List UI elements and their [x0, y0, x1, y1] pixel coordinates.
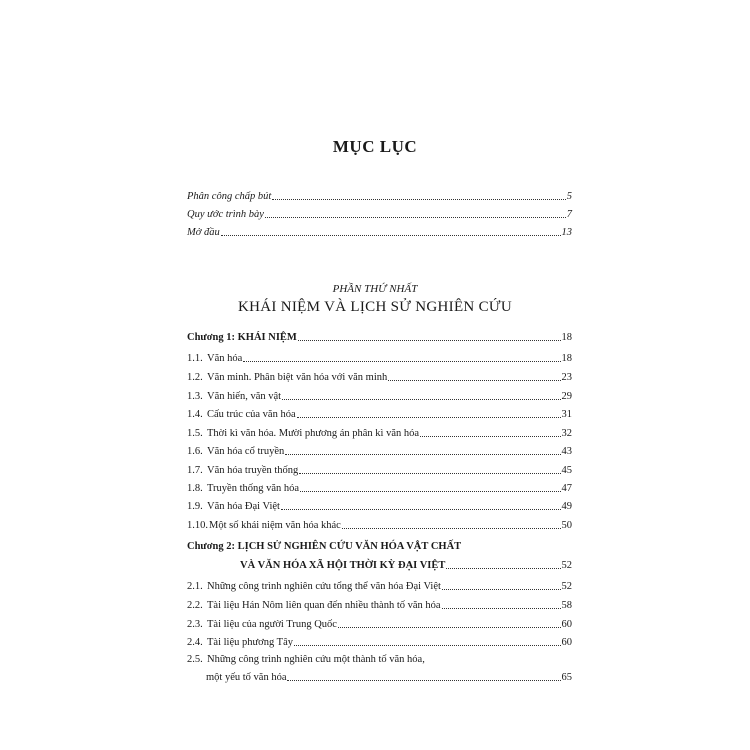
entry-label	[187, 391, 281, 403]
toc-entry[interactable]	[187, 615, 572, 631]
entry-number: 1.7.	[187, 465, 203, 476]
page-number: 5	[566, 191, 572, 202]
toc-entry[interactable]	[187, 479, 572, 495]
entry-label	[187, 520, 341, 532]
entry-number: 1.4.	[187, 409, 203, 420]
part-title: KHÁI NIỆM VÀ LỊCH SỬ NGHIÊN CỨU	[238, 299, 512, 315]
page-number: 31	[561, 409, 572, 420]
entry-text: Tài liệu Hán Nôm liên quan đến nhiều thành tố văn hóa	[207, 600, 441, 611]
leader-dots	[338, 627, 561, 628]
page-number: 7	[566, 209, 572, 220]
page-number: 60	[561, 637, 572, 648]
page-number: 47	[561, 483, 572, 494]
entry-number: 1.5.	[187, 428, 203, 439]
toc-entry[interactable]	[187, 516, 572, 532]
leader-dots	[442, 589, 561, 590]
entry-text: Một số khái niệm văn hóa khác	[209, 520, 341, 531]
entry-text: Cấu trúc của văn hóa	[207, 409, 296, 420]
entry-number: 1.10.	[187, 520, 208, 531]
toc-entry[interactable]	[187, 368, 572, 384]
leader-dots	[282, 399, 560, 400]
entry-number: 2.4.	[187, 637, 203, 648]
page-number: 50	[561, 520, 572, 531]
leader-dots	[342, 528, 561, 529]
leader-dots	[221, 235, 561, 236]
entry-text: một yếu tố văn hóa	[206, 672, 287, 683]
entry-label	[187, 446, 284, 458]
entry-label	[187, 372, 387, 384]
toc-entry[interactable]	[187, 387, 572, 403]
toc-entry[interactable]	[187, 424, 572, 440]
leader-dots	[446, 568, 560, 569]
page-number: 18	[561, 332, 572, 343]
page-number: 13	[561, 227, 572, 238]
leader-dots	[243, 361, 560, 362]
toc-entry[interactable]	[187, 633, 572, 649]
leader-dots	[420, 436, 560, 437]
entry-label: Phân công chấp bút	[187, 191, 272, 202]
leader-dots	[300, 491, 560, 492]
toc-entry[interactable]	[187, 497, 572, 513]
toc-entry-multiline-line2[interactable]	[206, 668, 572, 684]
entry-label	[187, 483, 299, 495]
entry-text: Truyền thống văn hóa	[207, 483, 300, 494]
entry-text: Văn hóa	[207, 353, 243, 364]
entry-text: Văn hiến, văn vật	[207, 391, 282, 402]
leader-dots	[388, 380, 560, 381]
entry-number: 1.8.	[187, 483, 203, 494]
leader-dots	[265, 217, 566, 218]
toc-entry-front-1[interactable]	[187, 187, 572, 203]
chapter-2-heading-line1[interactable]: Chương 2: LỊCH SỬ NGHIÊN CỨU VĂN HÓA VẬT CHẤT	[187, 541, 462, 552]
page-number: 49	[561, 501, 572, 512]
leader-dots	[281, 509, 561, 510]
chapter-label: Chương 1: KHÁI NIỆM	[187, 332, 297, 343]
chapter-2-heading-line2[interactable]	[240, 556, 572, 572]
entry-text: Tài liệu của người Trung Quốc	[207, 619, 337, 630]
entry-text: Thời kì văn hóa. Mười phương án phân kì văn hóa	[207, 428, 420, 439]
leader-dots	[298, 340, 561, 341]
toc-entry[interactable]	[187, 596, 572, 612]
entry-text: Văn hóa cổ truyền	[207, 446, 285, 457]
chapter-label: VÀ VĂN HÓA XÃ HỘI THỜI KỲ ĐẠI VIỆT	[240, 560, 446, 571]
leader-dots	[287, 680, 560, 681]
page-number: 18	[561, 353, 572, 364]
entry-number: 1.2.	[187, 372, 203, 383]
entry-text: Văn hóa truyền thống	[207, 465, 299, 476]
toc-entry[interactable]	[187, 577, 572, 593]
entry-number: 2.2.	[187, 600, 203, 611]
entry-text: Những công trình nghiên cứu một thành tố văn hóa,	[207, 654, 425, 665]
entry-label	[187, 409, 296, 421]
entry-label	[187, 501, 280, 513]
entry-number: 2.3.	[187, 619, 203, 630]
toc-entry[interactable]	[187, 349, 572, 365]
entry-number: 1.6.	[187, 446, 203, 457]
toc-entry-front-2[interactable]	[187, 205, 572, 221]
toc-entry[interactable]	[187, 442, 572, 458]
entry-label: Quy ước trình bày	[187, 209, 264, 220]
leader-dots	[294, 645, 561, 646]
leader-dots	[285, 454, 560, 455]
toc-title: MỤC LỤC	[332, 137, 418, 156]
entry-label	[187, 353, 242, 365]
entry-label	[187, 465, 298, 477]
page-number: 32	[561, 428, 572, 439]
page-number: 65	[561, 672, 572, 683]
page-number: 43	[561, 446, 572, 457]
entry-label	[187, 637, 293, 649]
leader-dots	[299, 473, 560, 474]
page-number: 29	[561, 391, 572, 402]
entry-label: Mở đầu	[187, 227, 220, 238]
page-number: 52	[561, 560, 572, 571]
entry-number: 1.9.	[187, 501, 203, 512]
entry-number: 2.1.	[187, 581, 203, 592]
entry-label	[187, 600, 441, 612]
page-number: 58	[561, 600, 572, 611]
entry-text: Văn hóa Đại Việt	[207, 501, 280, 512]
page-number: 45	[561, 465, 572, 476]
entry-number: 1.1.	[187, 353, 203, 364]
entry-label	[187, 581, 441, 593]
leader-dots	[297, 417, 561, 418]
page-number: 23	[561, 372, 572, 383]
page-number: 52	[561, 581, 572, 592]
entry-text: Những công trình nghiên cứu tổng thể văn hóa Đại Việt	[207, 581, 441, 592]
entry-label	[187, 428, 419, 440]
entry-label	[187, 619, 337, 631]
toc-entry-multiline-line1[interactable]	[187, 652, 572, 666]
page-number: 60	[561, 619, 572, 630]
entry-text: Tài liệu phương Tây	[207, 637, 293, 648]
toc-entry[interactable]	[187, 461, 572, 477]
chapter-1-heading[interactable]	[187, 328, 572, 344]
leader-dots	[272, 199, 565, 200]
toc-entry-front-3[interactable]	[187, 223, 572, 239]
entry-number: 2.5.	[187, 654, 203, 665]
entry-label	[187, 654, 425, 666]
entry-text: Văn minh. Phân biệt văn hóa với văn minh	[207, 372, 388, 383]
toc-entry[interactable]	[187, 405, 572, 421]
leader-dots	[442, 608, 561, 609]
entry-number: 1.3.	[187, 391, 203, 402]
part-label: PHẦN THỨ NHẤT	[332, 283, 418, 295]
